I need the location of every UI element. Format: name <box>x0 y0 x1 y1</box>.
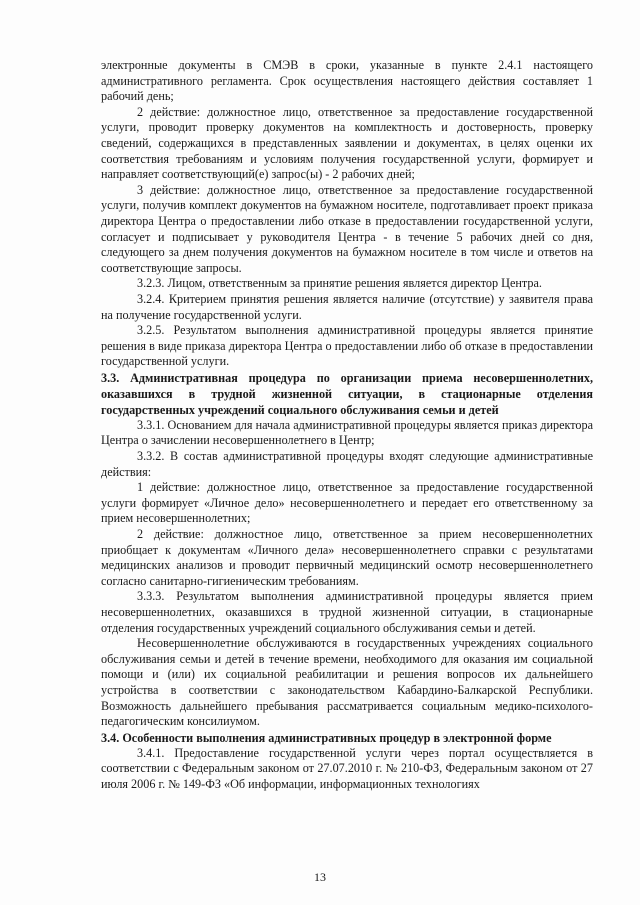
paragraph: 2 действие: должностное лицо, ответственное за предоставление государственной услуги, проводит проверку документов на комплектность и достоверность, проверку сведений, содержащихся в представленных заявлении и документах, в целях оценки их соответствия требованиям и условиям получения государственной услуги, формирует и направляет соответствующий(е) запрос(ы) - 2 рабочих дней; <box>101 104 593 182</box>
document-body <box>101 58 593 793</box>
paragraph: электронные документы в СМЭВ в сроки, указанные в пункте 2.4.1 настоящего административного регламента. Срок осуществления настоящего действия составляет 1 рабочий день; <box>101 58 593 104</box>
page-number: 13 <box>314 870 326 884</box>
section-heading-3-3: 3.3. Административная процедура по организации приема несовершеннолетних, оказавшихся в трудной жизненной ситуации, в стационарные отделения государственных учреждений социального обслуживания семьи и детей <box>101 370 593 417</box>
paragraph: 3.2.5. Результатом выполнения административной процедуры является принятие решения в виде приказа директора Центра о предоставлении либо об отказе в предоставлении государственной услуги. <box>101 323 593 369</box>
paragraph: 3.2.4. Критерием принятия решения является наличие (отсутствие) у заявителя права на получение государственной услуги. <box>101 291 593 322</box>
paragraph: 2 действие: должностное лицо, ответственное за прием несовершеннолетних приобщает к документам «Личного дела» несовершеннолетнего справки с результатами медицинских анализов и проводит первичный медицинский осмотр несовершеннолетнего согласно санитарно-гигиеническим требованиям. <box>101 527 593 588</box>
section-heading-3-4: 3.4. Особенности выполнения административных процедур в электронной форме <box>101 730 552 745</box>
paragraph: 3.3.1. Основанием для начала административной процедуры является приказ директора Центра о зачислении несовершеннолетнего в Центр; <box>101 417 593 448</box>
paragraph: Несовершеннолетние обслуживаются в государственных учреждениях социального обслуживания семьи и детей в течение времени, необходимого для оказания им социальной помощи и (или) их социальной реабилитации и решения вопросов их дальнейшего устройства в соответствии с законодательством Кабардино-Балкарской Республики. Возможность дальнейшего пребывания рассматривается социальным медико-психолого-педагогическим консилиумом. <box>101 636 593 729</box>
paragraph: 3.4.1. Предоставление государственной услуги через портал осуществляется в соответствии с Федеральным законом от 27.07.2010 г. № 210-ФЗ, Федеральным законом от 27 июля 2006 г. № 149-ФЗ «Об информации, информационных технологиях <box>101 745 593 791</box>
paragraph: 3.3.3. Результатом выполнения административной процедуры является прием несовершеннолетних, оказавшихся в трудной жизненной ситуации, в стационарные отделения государственных учреждений социального обслуживания семьи и детей. <box>101 589 593 635</box>
paragraph: 1 действие: должностное лицо, ответственное за предоставление государственной услуги формирует «Личное дело» несовершеннолетнего и передает его ответственному за прием несовершеннолетних; <box>101 480 593 526</box>
paragraph: 3.2.3. Лицом, ответственным за принятие решения является директор Центра. <box>137 276 542 291</box>
paragraph: 3 действие: должностное лицо, ответственное за предоставление государственной услуги, получив комплект документов на бумажном носителе, подготавливает проект приказа директора Центра о предоставлении либо отказе в предоставлении государственной услуги, согласует и подписывает у руководителя Центра - в течение 5 рабочих дней со дня, следующего за днем получения документов на бумажном носителе в том числе и ответов на соответствующие запросы. <box>101 182 593 275</box>
paragraph: 3.3.2. В состав административной процедуры входят следующие административные действия: <box>101 449 593 479</box>
